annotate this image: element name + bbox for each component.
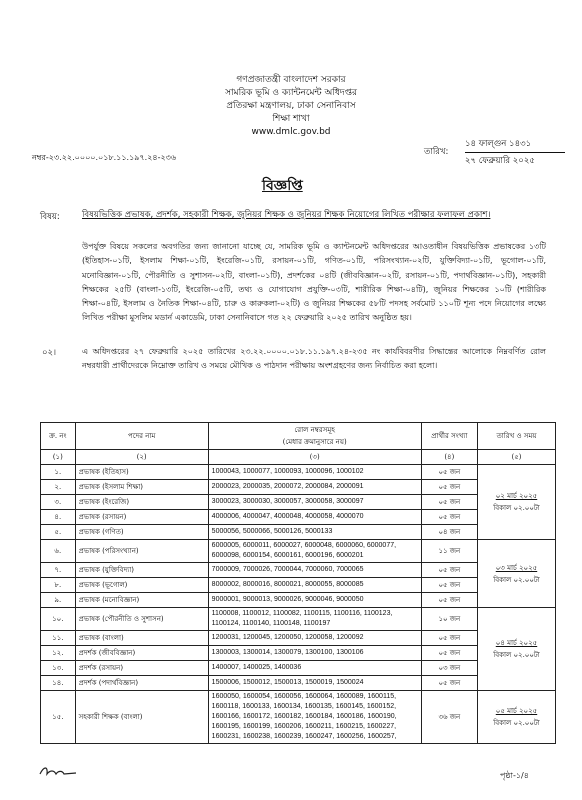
row-post: প্রদর্শক (জীববিজ্ঞান) [75, 646, 208, 661]
row-sl: ৭. [41, 563, 76, 578]
row-rolls: 4000006, 4000047, 4000048, 4000058, 4000070 [208, 510, 421, 525]
header-rolls-note: (মেধার ক্রমানুসারে নয়) [282, 438, 347, 446]
row-post: প্রভাষক (ইতিহাস) [75, 465, 208, 480]
schedule-time: বিকাল ০২.০০টা [493, 719, 540, 727]
colnum-4: (৪) [421, 450, 477, 465]
schedule-date: ০২ মার্চ ২০২৫ [495, 492, 538, 500]
date-divider [465, 152, 565, 153]
row-count: ০৫ জন [421, 578, 477, 593]
table-row [41, 608, 556, 631]
row-rolls: 6000005, 6000011, 6000027, 6000048, 6000060, 6000077, 6000098, 6000154, 6000161, 6000196, 6000201 [208, 540, 421, 563]
table-row [41, 540, 556, 563]
page-number: পৃষ্ঠা-১/৪ [500, 771, 529, 780]
row-post: প্রভাষক (রসায়ন) [75, 510, 208, 525]
row-count: ০৫ জন [421, 676, 477, 691]
row-sl: ৯. [41, 593, 76, 608]
notice-title: বিজ্ঞপ্তি [262, 178, 303, 194]
row-count: ৩৬ জন [421, 691, 477, 744]
colnum-5: (৫) [477, 450, 555, 465]
header-govt: গণপ্রজাতন্ত্রী বাংলাদেশ সরকার [236, 75, 346, 85]
row-rolls: 9000001, 9000013, 9000026, 9000046, 9000050 [208, 593, 421, 608]
header-dept: সামরিক ভূমি ও ক্যান্টনমেন্ট অধিদপ্তর [225, 88, 357, 98]
subject-text: বিষয়ভিত্তিক প্রভাষক, প্রদর্শক, সহকারী শিক্ষক, জুনিয়র শিক্ষক ও জুনিয়র শিক্ষক নিয়োগের লিখিত পরীক্ষার ফলাফল প্রকাশ। [82, 210, 491, 220]
row-sl: ১৩. [41, 661, 76, 676]
row-rolls: 1600050, 1600054, 1600056, 1600064, 1600089, 1600115, 1600118, 1600133, 1600134, 1600135, 1600145, 1600152, 1600166, 1600172, 1600182, 1600184, 1600186, 1600190, 1600195, 1600199, 1600206, 1600211, 1600215, 1600227, 1600231, 1600238, 1600239, 1600247, 1600256, 1600257, [208, 691, 421, 744]
row-post: প্রদর্শক (রসায়ন) [75, 661, 208, 676]
row-post: প্রভাষক (বাংলা) [75, 631, 208, 646]
row-rolls: 8000002, 8000016, 8000021, 8000055, 8000085 [208, 578, 421, 593]
row-count: ০৫ জন [421, 480, 477, 495]
subject-label: বিষয়: [40, 212, 60, 222]
header-rolls-label: রোল নম্বরসমূহ [294, 426, 335, 434]
row-rolls: 1300003, 1300014, 1300079, 1300100, 1300106 [208, 646, 421, 661]
header-schedule: তারিখ ও সময় [477, 423, 555, 450]
paragraph-2-number: ০২। [42, 348, 57, 358]
row-post: প্রভাষক (গণিত) [75, 525, 208, 540]
row-rolls: 7000009, 7000026, 7000044, 7000060, 7000065 [208, 563, 421, 578]
result-table [40, 422, 556, 744]
table-row [41, 465, 556, 480]
header-post: পদের নাম [75, 423, 208, 450]
schedule-time: বিকাল ০২.০০টা [493, 504, 540, 512]
row-sl: ১৫. [41, 691, 76, 744]
row-rolls: 1000043, 1000077, 1000093, 1000096, 1000102 [208, 465, 421, 480]
header-ministry: প্রতিরক্ষা মন্ত্রণালয়, ঢাকা সেনানিবাস [226, 101, 356, 111]
schedule-date: ০৫ মার্চ ২০২৫ [495, 707, 538, 715]
row-post: প্রভাষক (ইংরেজি) [75, 495, 208, 510]
date-bangla: ১৪ ফাল্গুন ১৪৩১ [465, 139, 532, 149]
paragraph-1: উপর্যুক্ত বিষয়ে সকলের অবগতির জন্য জানানো যাচ্ছে যে, সামরিক ভূমি ও ক্যান্টনমেন্ট অধিদপ্তরের আওতাধীন বিষয়ভিত্তিক প্রভাষকের ১৩টি (ইতিহাস-০১টি, ইসলাম শিক্ষা-০১টি, ইংরেজি-০১টি, রসায়ন-০১টি, গণিত-০১টি, পরিসংখ্যান-০২টি, যুক্তিবিদ্যা-০১টি, ভূগোল-০১টি, মনোবিজ্ঞান-০১টি, পৌরনীতি ও সুশাসন-০২টি, বাংলা-০১টি), প্রদর্শকের ০৪টি (জীববিজ্ঞান-০২টি, রসায়ন-০১টি, পদার্থবিজ্ঞান-০১টি), সহকারী শিক্ষকের ২৫টি (বাংলা-১৩টি, ইংরেজি-০৫টি, তথ্য ও যোগাযোগ প্রযুক্তি-০৩টি, শারীরিক শিক্ষা-০৪টি), জুনিয়র শিক্ষকের ১০টি (শারীরিক শিক্ষা-০৪টি, ইসলাম ও নৈতিক শিক্ষা-০৪টি, চারু ও কারুকলা-০২টি) ও জুনিয়র শিক্ষকের ৫৮টি পদসহ সর্বমোট ১১০টি শূন্য পদে নিয়োগের লক্ষ্যে লিখিত পরীক্ষা মুসলিম মডার্ন একাডেমি, ঢাকা সেনানিবাসে গত ২২ ফেব্রুয়ারি ২০২৫ তারিখ অনুষ্ঠিত হয়। [82, 242, 546, 323]
row-sl: ৩. [41, 495, 76, 510]
memo-number: নম্বর-২৩.২২.০০০০.০১৮.১১.১৯৭.২৪-২৩৬ [32, 153, 177, 162]
schedule-cell [477, 465, 555, 540]
header-sl: ক্র. নং [41, 423, 76, 450]
row-sl: ৪. [41, 510, 76, 525]
schedule-cell [477, 540, 555, 608]
colnum-3: (৩) [208, 450, 421, 465]
row-sl: ১. [41, 465, 76, 480]
row-rolls: 1100008, 1100012, 1100082, 1100115, 1100116, 1100123, 1100124, 1100140, 1100148, 1100197 [208, 608, 421, 631]
colnum-2: (২) [75, 450, 208, 465]
schedule-time: বিকাল ০২.০০টা [493, 575, 540, 584]
row-count: ০৫ জন [421, 495, 477, 510]
header-rolls [208, 423, 421, 450]
row-rolls: 2000023, 2000035, 2000072, 2000084, 2000091 [208, 480, 421, 495]
signature [38, 764, 78, 781]
row-count: ০৫ জন [421, 593, 477, 608]
schedule-cell [477, 608, 555, 691]
row-post: প্রভাষক (পৌরনীতি ও সুশাসন) [75, 608, 208, 631]
row-sl: ১১. [41, 631, 76, 646]
row-post: প্রভাষক (ভূগোল) [75, 578, 208, 593]
row-sl: ৮. [41, 578, 76, 593]
table-row [41, 691, 556, 744]
row-sl: ২. [41, 480, 76, 495]
row-post: প্রভাষক (পরিসংখ্যান) [75, 540, 208, 563]
row-count: ০৪ জন [421, 525, 477, 540]
row-sl: ১৪. [41, 676, 76, 691]
signature-scribble [38, 764, 78, 778]
row-rolls: 1200031, 1200045, 1200050, 1200058, 1200092 [208, 631, 421, 646]
row-post: প্রভাষক (যুক্তিবিদ্যা) [75, 563, 208, 578]
header-section: শিক্ষা শাখা [272, 114, 310, 124]
schedule-time: বিকাল ০২.০০টা [493, 651, 540, 659]
header-website[interactable]: www.dmlc.gov.bd [251, 127, 331, 137]
row-count: ০৩ জন [421, 661, 477, 676]
schedule-date: ০৩ মার্চ ২০২৫ [495, 563, 538, 572]
row-post: প্রভাষক (ইসলাম শিক্ষা) [75, 480, 208, 495]
row-sl: ৫. [41, 525, 76, 540]
header-count: প্রার্থীর সংখ্যা [421, 423, 477, 450]
date-box [465, 138, 565, 167]
schedule-cell [477, 691, 555, 744]
date-gregorian: ২৭ ফেব্রুয়ারি ২০২৫ [465, 156, 535, 166]
row-count: ০৫ জন [421, 465, 477, 480]
row-count: ০৫ জন [421, 510, 477, 525]
row-count: ১১ জন [421, 540, 477, 563]
schedule-date: ০৪ মার্চ ২০২৫ [495, 639, 538, 647]
row-count: ০৫ জন [421, 563, 477, 578]
row-rolls: 3000023, 3000030, 3000057, 3000058, 3000097 [208, 495, 421, 510]
row-rolls: 1500006, 1500012, 1500013, 1500019, 1500024 [208, 676, 421, 691]
row-sl: ১২. [41, 646, 76, 661]
row-rolls: 5000056, 5000066, 5000126, 5000133 [208, 525, 421, 540]
column-number-row [41, 450, 556, 465]
table-header-row [41, 423, 556, 450]
paragraph-2: এ অধিদপ্তরের ২৭ ফেব্রুয়ারি ২০২৫ তারিখের ২৩.২২.০০০০.০১৮.১১.১৯৭.২৪-২৩৫ নং কার্যবিবরণীর সিদ্ধান্তের আলোকে নিম্নবর্ণিত রোল নম্বরধারী প্রার্থীদেরকে নিম্নোক্ত তারিখ ও সময়ে মৌখিক ও পাঠদান পরীক্ষায় অংশগ্রহণের জন্য নির্বাচিত করা হলো। [82, 347, 546, 371]
row-count: ০৫ জন [421, 631, 477, 646]
row-post: প্রদর্শক (পদার্থবিজ্ঞান) [75, 676, 208, 691]
colnum-1: (১) [41, 450, 76, 465]
date-label: তারিখ: [424, 147, 449, 157]
row-count: ০৫ জন [421, 646, 477, 661]
row-post: সহকারী শিক্ষক (বাংলা) [75, 691, 208, 744]
row-sl: ৬. [41, 540, 76, 563]
row-post: প্রভাষক (মনোবিজ্ঞান) [75, 593, 208, 608]
row-sl: ১০. [41, 608, 76, 631]
row-rolls: 1400007, 1400025, 1400036 [208, 661, 421, 676]
row-count: ১০ জন [421, 608, 477, 631]
